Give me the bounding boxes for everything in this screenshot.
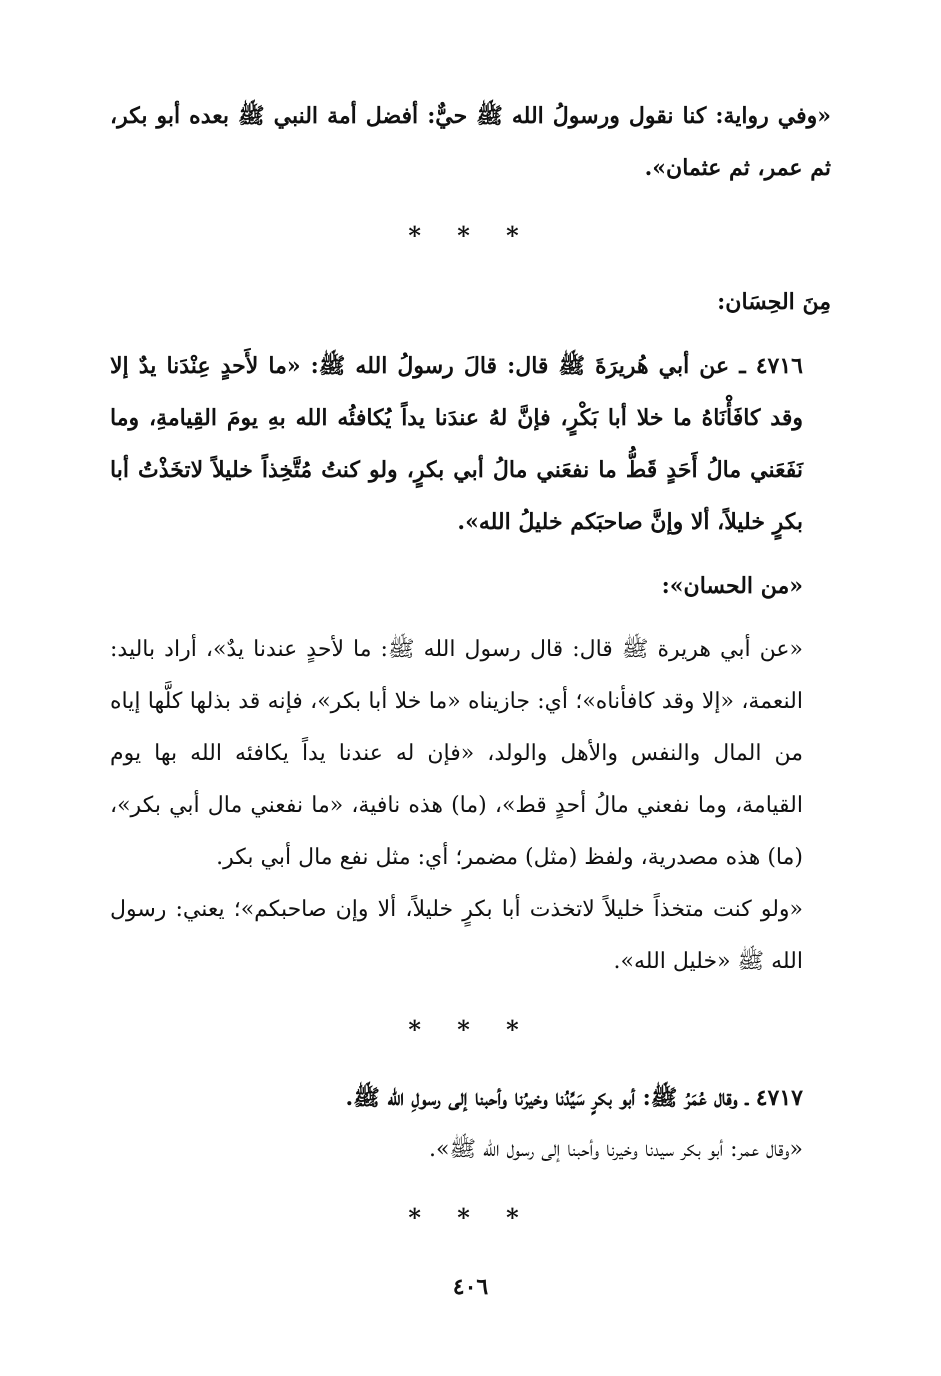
hadith-4716: ٤٧١٦ ـ عن أبي هُريرَةَ ﷺ قال: قالَ رسولُ الله ﷺ: «ما لأَحدٍ عِنْدَنا يدٌ إلا وقد كافَأْنَاهُ ما خلا أبا بَكْرٍ، فإنَّ لهُ عندَنا يداً يُكافئُه الله بهِ يومَ القِيامةِ، وما نَفَعَني مالُ أَحَدٍ قَطُّ ما نفعَني مالُ أبي بكرٍ، ولو كنتُ مُتَّخِذاً خليلاً لاتخَذْتُ أبا بكرٍ خليلاً، ألا وإنَّ صاحبَكم خليلُ الله».: [110, 353, 803, 535]
commentary-paragraph-1: «عن أبي هريرة ﷺ قال: قال رسول الله ﷺ: ما لأحدٍ عندنا يدٌ»، أراد باليد: النعمة، «إلا وقد كافأناه»؛ أي: جازيناه «ما خلا أبا بكر»، فإنه قد بذلها كلَّها إياه من المال والنفس والأهل والولد، «فإن له عندنا يداً يكافئه الله بها يوم القيامة، وما نفعني مالُ أحدٍ قط»، (ما) هذه نافية، «ما نفعني مال أبي بكر»، (ما) هذه مصدرية، ولفظ (مثل) مضمر؛ أي: مثل نفع مال أبي بكر.: [110, 637, 803, 870]
section-heading-hisan: مِنَ الحِسَان:: [717, 289, 831, 315]
section-separator: * * *: [408, 1203, 533, 1232]
commentary-paragraph-3: «وقال عمر: أبو بكر سيدنا وخيرنا وأحبنا إلى رسول الله ﷺ».: [429, 1137, 803, 1162]
commentary-heading-hisan: «من الحسان»:: [661, 573, 803, 599]
section-separator: * * *: [408, 1015, 533, 1044]
section-separator: * * *: [408, 221, 533, 250]
hadith-4717: ٤٧١٧ ـ وقال عُمَرُ ﷺ: أبو بكرٍ سَيِّدُنا وخيرُنا وأحبنا إلى رسولِ الله ﷺ.: [345, 1085, 803, 1111]
riwaya-paragraph: «وفي رواية: كنا نقول ورسولُ الله ﷺ حيٌّ: أفضل أمة النبي ﷺ بعده أبو بكر، ثم عمر، ثم عثمان».: [110, 103, 831, 181]
page-number: ٤٠٦: [452, 1274, 489, 1300]
commentary-paragraph-2: «ولو كنت متخذاً خليلاً لاتخذت أبا بكرٍ خليلاً، ألا وإن صاحبكم»؛ يعني: رسول الله ﷺ «خليل الله».: [110, 897, 803, 974]
